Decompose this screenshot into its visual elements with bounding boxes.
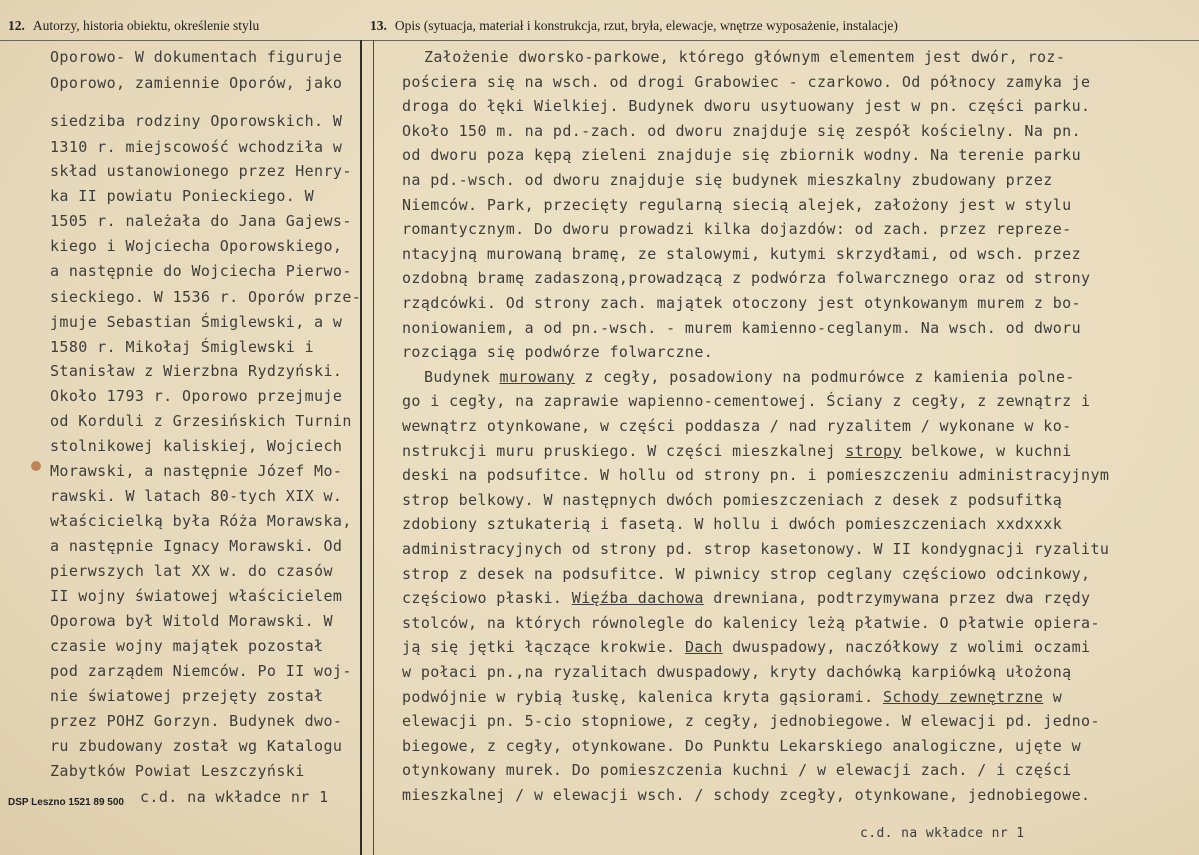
section-13-header (370, 18, 898, 34)
description-text-line: mieszkalnej / w elewacji wsch. / schody zcegły, otynkowane, jednobiegowe. (402, 786, 1091, 804)
description-text-line: deski na podsufitce. W hollu od strony pn. i pomieszczeniu administracyjnym (402, 466, 1110, 485)
history-text-line: stolnikowej kaliskiej, Wojciech (50, 437, 343, 455)
description-text-line: ją się jętki łączące krokwie. Dach dwuspadowy, naczółkowy z wolimi oczami (402, 638, 1091, 657)
description-text-line: Około 150 m. na pd.-zach. od dworu znajduje się zespół kościelny. Na pn. (402, 121, 1082, 140)
description-text-line: otynkowany murek. Do pomieszczenia kuchni / w elewacji zach. / i części (402, 761, 1072, 780)
history-text-line: Morawski, a następnie Józef Mo- (50, 462, 343, 480)
description-text-line: strop z desek na podsufitce. W piwnicy strop ceglany częściowo odcinkowy, (402, 564, 1091, 583)
history-text-line: ru zbudowany został wg Katalogu (50, 737, 343, 755)
history-text-line: a następnie Ignacy Morawski. Od (50, 537, 343, 555)
description-text-line: strop belkowy. W następnych dwóch pomieszczeniach z desek z podsufitką (402, 490, 1063, 509)
description-text-line: częściowo płaski. Więźba dachowa drewniana, podtrzymywana przez dwa rzędy (402, 589, 1091, 608)
history-text-line: od Korduli z Grzesińskich Turnin (50, 412, 352, 430)
section-12-title: Autorzy, historia obiektu, określenie stylu (32, 18, 260, 33)
description-text-line: droga do łęki Wielkiej. Budynek dworu usytuowany jest w pn. części parku. (402, 97, 1091, 116)
history-text-line: a następnie do Wojciecha Pierwo- (50, 262, 352, 280)
history-text-line: jmuje Sebastian Śmiglewski, a w (50, 313, 343, 331)
print-code: DSP Leszno 1521 89 500 (8, 797, 124, 808)
description-text-line: wewnątrz otynkowane, w części poddasza / nad ryzalitem / wykonane w ko- (402, 417, 1072, 435)
section-13-title: Opis (sytuacja, materiał i konstrukcja, rzut, bryła, elewacje, wnętrze wyposażenie, instalacje) (394, 18, 898, 33)
description-text-line: podwójnie w rybią łuskę, kalenica kryta gąsiorami. Schody zewnętrzne w (402, 687, 1063, 706)
description-text-line: Założenie dworsko-parkowe, którego głównym elementem jest dwór, roz- (424, 48, 1066, 66)
description-text-line: Budynek murowany z cegły, posadowiony na podmurówce z kamienia polne- (424, 367, 1075, 386)
column-divider (360, 40, 362, 855)
history-text-line: rawski. W latach 80-tych XIX w. (50, 487, 343, 505)
history-text-line: Oporowo- W dokumentach figuruje (50, 48, 343, 66)
history-text-line: Oporowo, zamiennie Oporów, jako (50, 74, 343, 92)
description-text-line: nstrukcji muru pruskiego. W części mieszkalnej stropy belkowe, w kuchni (402, 441, 1072, 460)
description-text-line: stolców, na których równolegle do kalenicy leżą płatwie. O płatwie opiera- (402, 613, 1100, 632)
history-text-line: pod zarządem Niemców. Po II woj- (50, 662, 352, 680)
description-text-line: w połaci pn.,na ryzalitach dwuspadowy, kryty dachówką karpiówką ułożoną (402, 663, 1072, 681)
history-text-line: nie światowej przejęty został (50, 687, 324, 705)
history-text-line: ka II powiatu Ponieckiego. W (50, 187, 315, 205)
history-text-line: skład ustanowionego przez Henry- (50, 162, 352, 180)
section-12-header (8, 18, 259, 34)
ink-stain (31, 461, 41, 471)
description-text-line: elewacji pn. 5-cio stopniowe, z cegły, jednobiegowe. W elewacji pd. jedno- (402, 712, 1100, 731)
history-text-line: właścicielką była Róża Morawska, (50, 512, 352, 530)
description-text-line: pościera się na wsch. od drogi Grabowiec - czarkowo. Od północy zamyka je (402, 72, 1091, 91)
history-text-line: czasie wojny majątek pozostał (50, 637, 324, 655)
history-text-line: Około 1793 r. Oporowo przejmuje (50, 387, 343, 405)
continuation-note: c.d. na wkładce nr 1 (860, 826, 1025, 841)
description-text-line: ntacyjną murowaną bramę, ze stalowymi, kutymi skrzydłami, od wsch. przez (402, 244, 1082, 263)
section-13-number: 13. (370, 18, 387, 33)
history-text-line: siedziba rodziny Oporowskich. W (50, 112, 343, 130)
history-text-line: 1580 r. Mikołaj Śmiglewski i (50, 338, 315, 356)
description-text-line: romantycznym. Do dworu prowadzi kilka dojazdów: od zach. przez repreze- (402, 220, 1072, 239)
header-rule (0, 40, 1199, 41)
history-text-line: Oporowa był Witold Morawski. W (50, 612, 333, 630)
description-text-line: noniowaniem, a od pn.-wsch. - murem kamienno-ceglanym. Na wsch. od dworu (402, 318, 1082, 337)
history-text-line: przez POHZ Gorzyn. Budynek dwo- (50, 712, 343, 730)
history-text-line: Stanisław z Wierzbna Rydzyński. (50, 362, 343, 380)
history-text-line: II wojny światowej właścicielem (50, 587, 343, 605)
description-text-line: rządcówki. Od strony zach. majątek otoczony jest otynkowanym murem z bo- (402, 294, 1082, 312)
history-text-line: c.d. na wkładce nr 1 (140, 788, 329, 806)
description-text-line: go i cegły, na zaprawie wapienno-cementowej. Ściany z cegły, z zewnątrz i (402, 392, 1091, 411)
history-text-line: Zabytków Powiat Leszczyński (50, 762, 305, 780)
section-12-number: 12. (8, 18, 25, 33)
description-text-line: od dworu poza kępą zieleni znajduje się zbiornik wodny. Na terenie parku (402, 146, 1082, 165)
description-text-line: na pd.-wsch. od dworu znajduje się budynek mieszkalny zbudowany przez (402, 171, 1053, 189)
description-text-line: ozdobną bramę zadaszoną,prowadzącą z podwórza folwarcznego oraz od strony (402, 269, 1091, 288)
history-text-line: 1505 r. należała do Jana Gajews- (50, 212, 352, 230)
description-text-line: biegowe, z cegły, otynkowane. Do Punktu Lekarskiego analogiczne, ujęte w (402, 736, 1082, 755)
history-text-line: kiego i Wojciecha Oporowskiego, (50, 237, 343, 255)
description-text-line: rozciąga się podwórze folwarczne. (402, 343, 714, 362)
column-divider-inner (373, 40, 374, 855)
history-text-line: sieckiego. W 1536 r. Oporów prze- (50, 288, 362, 306)
description-text-line: administracyjnych od strony pd. strop kasetonowy. W II kondygnacji ryzalitu (402, 540, 1110, 558)
description-text-line: zdobiony sztukaterią i fasetą. W hollu i dwóch pomieszczeniach xxdxxxk (402, 515, 1063, 534)
history-text-line: pierwszych lat XX w. do czasów (50, 562, 333, 580)
description-text-line: Niemców. Park, przecięty regularną siecią alejek, założony jest w stylu (402, 195, 1072, 214)
history-text-line: 1310 r. miejscowość wchodziła w (50, 138, 343, 156)
